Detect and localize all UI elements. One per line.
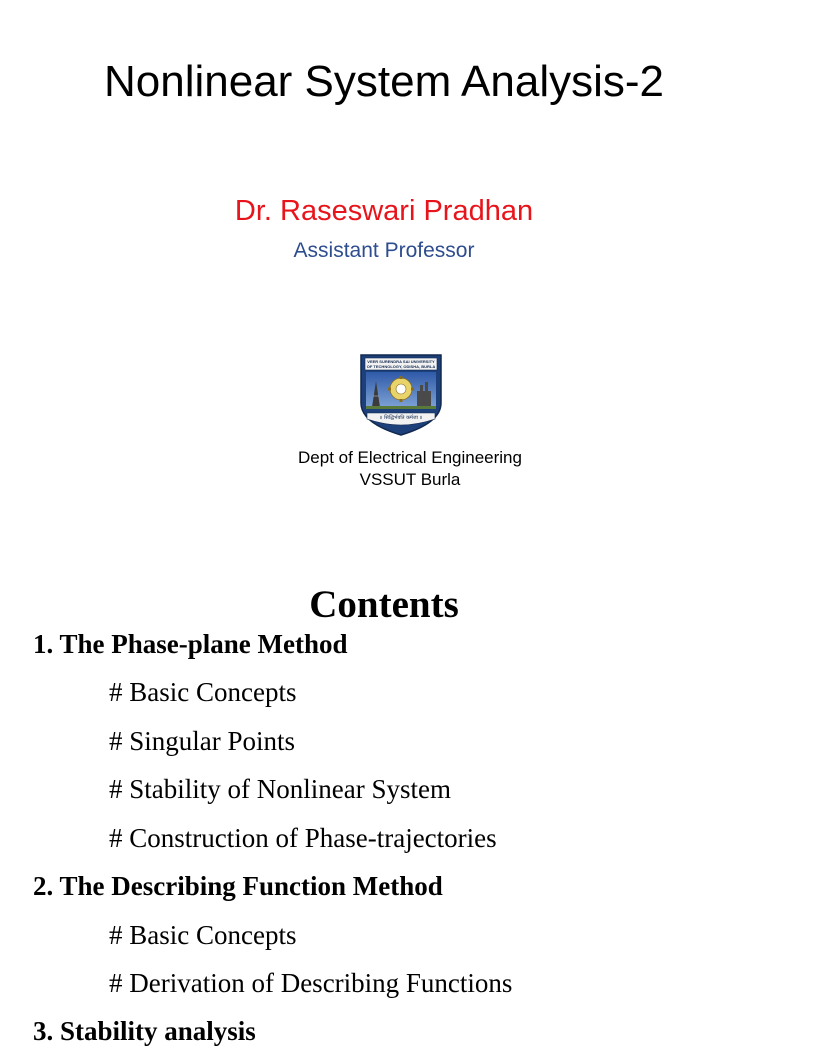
logo-caption: VEER SURENDRA SAI UNIVERSITY — [367, 359, 435, 364]
institution-name: VSSUT Burla — [359, 470, 461, 489]
toc-item: # Basic Concepts — [109, 920, 297, 950]
svg-text:॥ सिद्धिर्भवति कर्मजा ॥: ॥ सिद्धिर्भवति कर्मजा ॥ — [379, 415, 423, 421]
toc-item: # Singular Points — [109, 726, 296, 756]
author-position: Assistant Professor — [293, 239, 475, 262]
contents-heading: Contents — [309, 583, 459, 626]
toc-section-3: 3. Stability analysis — [33, 1016, 256, 1046]
department-name: Dept of Electrical Engineering — [298, 448, 522, 467]
toc-item: # Basic Concepts — [109, 677, 297, 707]
page-title: Nonlinear System Analysis-2 — [103, 57, 664, 106]
toc-section-2: 2. The Describing Function Method — [33, 871, 443, 901]
toc-item: # Stability of Nonlinear System — [109, 774, 451, 804]
author-name: Dr. Raseswari Pradhan — [234, 195, 534, 227]
toc-item: # Derivation of Describing Functions — [109, 968, 513, 998]
toc-item: # Construction of Phase-trajectories — [109, 823, 497, 853]
svg-text:OF TECHNOLOGY, ODISHA, BURLA: OF TECHNOLOGY, ODISHA, BURLA — [366, 364, 436, 369]
toc-section-1: 1. The Phase-plane Method — [33, 629, 348, 659]
